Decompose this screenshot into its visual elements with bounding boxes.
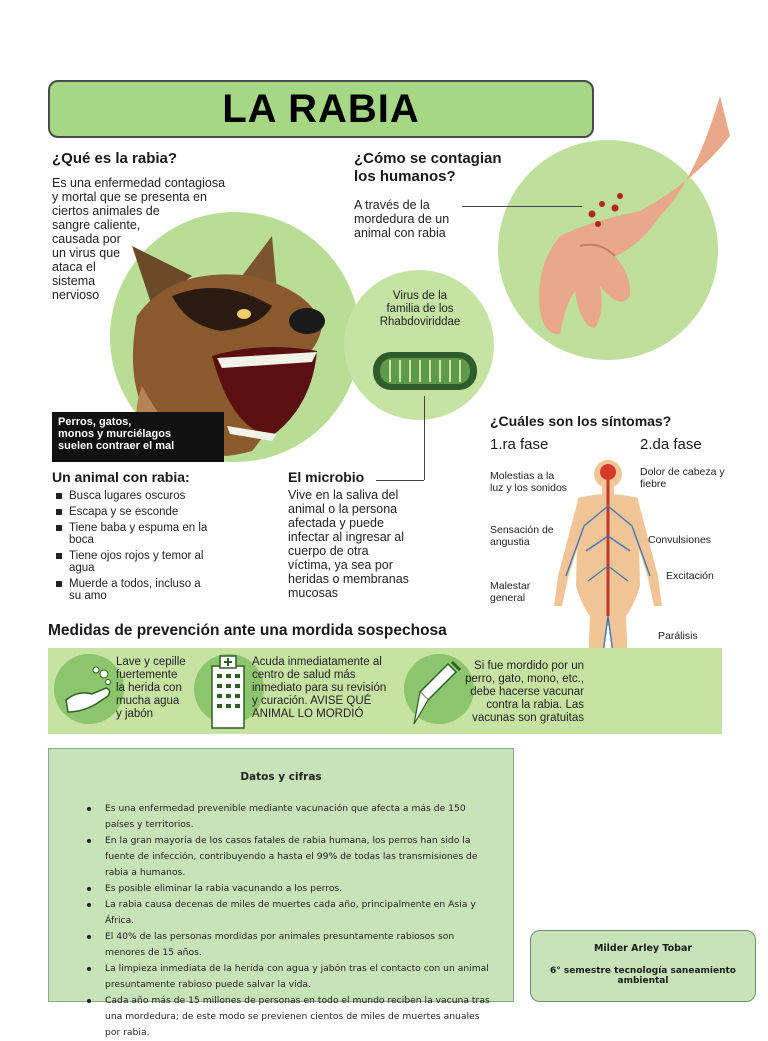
microbio-line: víctima, ya sea por (288, 558, 393, 572)
que-es-line: ataca el (52, 260, 96, 274)
page-title: LA RABIA (222, 86, 420, 131)
virus-illustration (370, 346, 480, 396)
contagio-text (354, 198, 449, 240)
list-item: Es posible eliminar la rabia vacunando a los perros. (87, 881, 497, 897)
prev-line: y jabón (116, 708, 154, 720)
microbio-line: mucosas (288, 586, 339, 600)
list-item: En la gran mayoría de los casos fatales de rabia humana, los perros han sido la fuente de infección, contribuyendo a hasta el 99% de todas las transmisiones de rabia a humanos. (87, 833, 497, 881)
list-item: Muerde a todos, incluso a su amo (56, 578, 216, 602)
prev-item-3 (446, 660, 584, 725)
prev-line: inmediato para su revisión (252, 682, 387, 694)
virus-line: familia de los (386, 303, 454, 315)
microbio-line: infectar al ingresar al (288, 530, 405, 544)
hand-illustration (520, 96, 730, 346)
animal-list (56, 490, 216, 606)
list-item: La rabia causa decenas de miles de muertes cada año, principalmente en Asia y África. (87, 897, 497, 929)
list-item: La limpieza inmediata de la herida con agua y jabón tras el contacto con un animal presuntamente rabioso puede salvar la vida. (87, 961, 497, 993)
que-es-line: un virus que (52, 246, 121, 260)
contagio-heading-line: ¿Cómo se contagian (354, 150, 502, 167)
caption-line: suelen contraer el mal (58, 440, 175, 452)
datos-list (87, 801, 497, 1041)
symptom-dolor: Dolor de cabeza y fiebre (640, 466, 725, 490)
hospital-icon (206, 654, 250, 730)
fase1-label: 1.ra fase (490, 436, 549, 453)
list-item: Es una enfermedad prevenible mediante vacunación que afecta a más de 150 países y territorios. (87, 801, 497, 833)
list-item: El 40% de las personas mordidas por animales presuntamente rabiosos son menores de 15 años. (87, 929, 497, 961)
virus-text (360, 290, 480, 329)
symptom-luz: Molestias a la luz y los sonidos (490, 470, 568, 494)
contagio-line: mordedura de un (354, 212, 450, 226)
prev-line: Lave y cepille (116, 656, 186, 668)
virus-line: Rhabdoviriddae (379, 316, 461, 328)
prevention-strip (48, 648, 722, 734)
prev-line: perro, gato, mono, etc., (465, 673, 584, 685)
list-item: Tiene ojos rojos y temor al agua (56, 550, 216, 574)
microbio-line: animal o la persona (288, 502, 398, 516)
microbio-line: Vive en la saliva del (288, 488, 399, 502)
prev-line: vacunas son gratuitas (472, 712, 584, 724)
prev-line: debe hacerse vacunar (470, 686, 584, 698)
author-box (530, 930, 756, 1002)
author-semester: 6° semestre tecnología saneamiento ambiental (550, 966, 736, 986)
virus-line: Virus de la (392, 290, 448, 302)
que-es-line: ciertos animales de (52, 204, 160, 218)
fase2-label: 2.da fase (640, 436, 702, 453)
list-item: Busca lugares oscuros (56, 490, 216, 502)
prev-line: mucha agua (116, 695, 180, 707)
prev-line: centro de salud más (252, 669, 356, 681)
list-item: Cada año más de 15 millones de personas en todo el mundo reciben la vacuna tras una mordedura; de este modo se previenen cientos de miles de muertes anuales por rabia. (87, 993, 497, 1041)
prev-line: contra la rabia. Las (486, 699, 584, 711)
list-item: Tiene baba y espuma en la boca (56, 522, 216, 546)
contagio-heading (354, 150, 502, 186)
symptom-excitacion: Excitación (666, 570, 714, 582)
prev-line: la herida con (116, 682, 182, 694)
que-es-line: sistema (52, 274, 96, 288)
symptom-angustia: Sensación de angustia (490, 524, 554, 548)
list-item: Escapa y se esconde (56, 506, 216, 518)
animal-heading: Un animal con rabia: (52, 469, 190, 485)
prev-line: y curación. AVISE QUÉ (252, 695, 372, 707)
caption-line: Perros, gatos, (58, 416, 132, 428)
virus-pointer-line (424, 396, 425, 480)
prev-item-2 (252, 656, 386, 721)
symptom-paralisis: Parálisis (658, 630, 698, 642)
microbio-line: cuerpo de otra (288, 544, 369, 558)
datos-title: Datos y cifras (240, 771, 322, 783)
symptom-malestar: Malestar general (490, 580, 531, 604)
prev-item-1 (116, 656, 186, 721)
author-name: Milder Arley Tobar (593, 943, 693, 954)
sintomas-heading: ¿Cuáles son los síntomas? (490, 413, 672, 429)
microbio-line: afectada y puede (288, 516, 384, 530)
caption-line: monos y murciélagos (58, 428, 172, 440)
que-es-line: y mortal que se presenta en (52, 190, 207, 204)
contagio-line: A través de la (354, 198, 430, 212)
microbio-line: heridas o membranas (288, 572, 409, 586)
contagio-line: animal con rabia (354, 226, 446, 240)
que-es-line: causada por (52, 232, 121, 246)
prev-line: fuertemente (116, 669, 178, 681)
virus-pointer-line-h (376, 480, 424, 481)
que-es-line: Es una enfermedad contagiosa (52, 176, 226, 190)
que-es-heading: ¿Qué es la rabia? (52, 150, 178, 167)
prev-line: ANIMAL LO MORDIÓ (252, 708, 364, 720)
prev-line: Si fue mordido por un (474, 660, 584, 672)
que-es-line: sangre caliente, (52, 218, 141, 232)
prev-line: Acuda inmediatamente al (252, 656, 382, 668)
symptom-convulsiones: Convulsiones (648, 534, 712, 546)
que-es-line: nervioso (52, 288, 100, 302)
animals-caption-box (52, 412, 224, 462)
washing-hands-icon (58, 660, 118, 720)
microbio-heading: El microbio (288, 469, 365, 485)
contagio-heading-line: los humanos? (354, 168, 456, 185)
datos-box (48, 748, 514, 1038)
microbio-text (288, 488, 458, 600)
prevencion-heading: Medidas de prevención ante una mordida sospechosa (48, 622, 447, 639)
